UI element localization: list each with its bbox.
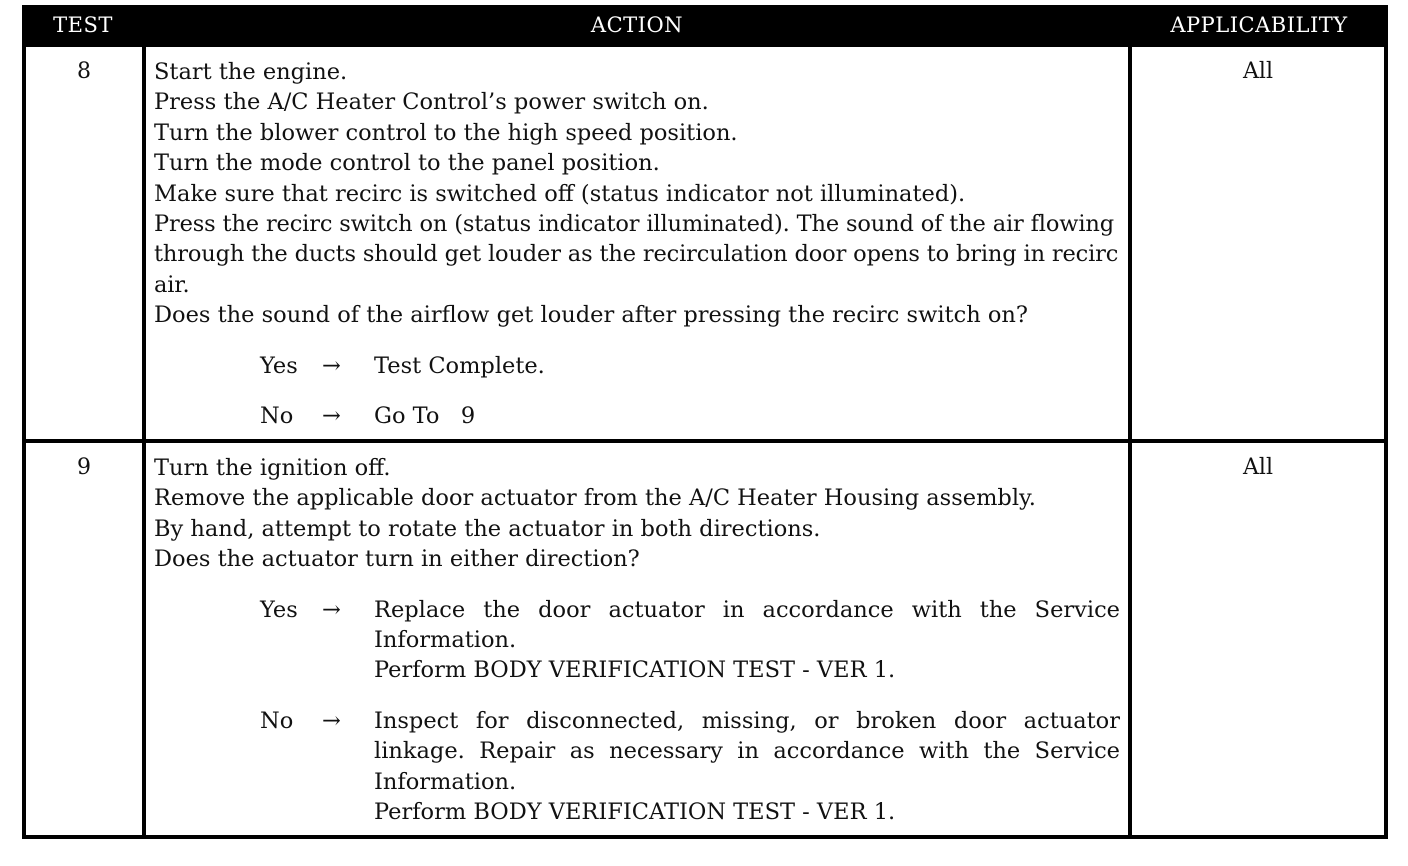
diagnostic-table [22, 5, 1388, 839]
header-test: TEST [53, 13, 113, 37]
yes-result: Replace the door actuator in accordance with the Service Information. [374, 596, 1120, 654]
yes-answer [154, 351, 1120, 381]
yes-result: Test Complete. [374, 352, 545, 379]
question-text: Does the actuator turn in either direction? [154, 546, 640, 573]
step-text: Remove the applicable door actuator from the A/C Heater Housing assembly. [154, 485, 1036, 512]
yes-answer [154, 595, 1120, 686]
no-label: No [260, 403, 294, 430]
step-text: Press the recirc switch on (status indicator illuminated). The sound of the air flowing through the ducts should get louder as the recirculation door opens to bring in recirc air. [154, 211, 1119, 298]
yes-label: Yes [260, 352, 298, 379]
arrow-icon: → [322, 352, 341, 379]
yes-label: Yes [260, 596, 298, 623]
row-8-test-number: 8 [26, 47, 142, 439]
no-answer [154, 706, 1120, 828]
no-result: Inspect for disconnected, missing, or broken door actuator linkage. Repair as necessary in accordance with the Service Information. [374, 707, 1120, 795]
step-text: Press the A/C Heater Control’s power switch on. [154, 89, 709, 116]
no-result: Go To 9 [374, 403, 476, 430]
no-verification: Perform BODY VERIFICATION TEST - VER 1. [374, 799, 896, 826]
step-text: Turn the blower control to the high speed position. [154, 119, 738, 146]
step-text: Turn the mode control to the panel position. [154, 150, 660, 177]
row-8-applicability: All [1132, 47, 1384, 439]
step-text: Start the engine. [154, 59, 348, 85]
question-text: Does the sound of the airflow get louder after pressing the recirc switch on? [154, 302, 1028, 329]
step-text: Make sure that recirc is switched off (status indicator not illuminated). [154, 180, 966, 207]
step-text: Turn the ignition off. [154, 455, 391, 481]
no-answer [154, 401, 1120, 431]
row-9-action [146, 443, 1128, 835]
arrow-icon: → [322, 403, 341, 430]
arrow-icon: → [322, 707, 341, 734]
row-9-applicability: All [1132, 443, 1384, 835]
row-8-action [146, 47, 1128, 439]
yes-verification: Perform BODY VERIFICATION TEST - VER 1. [374, 657, 896, 684]
header-applicability: APPLICABILITY [1170, 13, 1348, 37]
no-label: No [260, 707, 294, 734]
step-text: By hand, attempt to rotate the actuator in both directions. [154, 515, 821, 542]
row-9-test-number: 9 [26, 443, 142, 835]
arrow-icon: → [322, 596, 341, 623]
header-action: ACTION [590, 13, 684, 37]
